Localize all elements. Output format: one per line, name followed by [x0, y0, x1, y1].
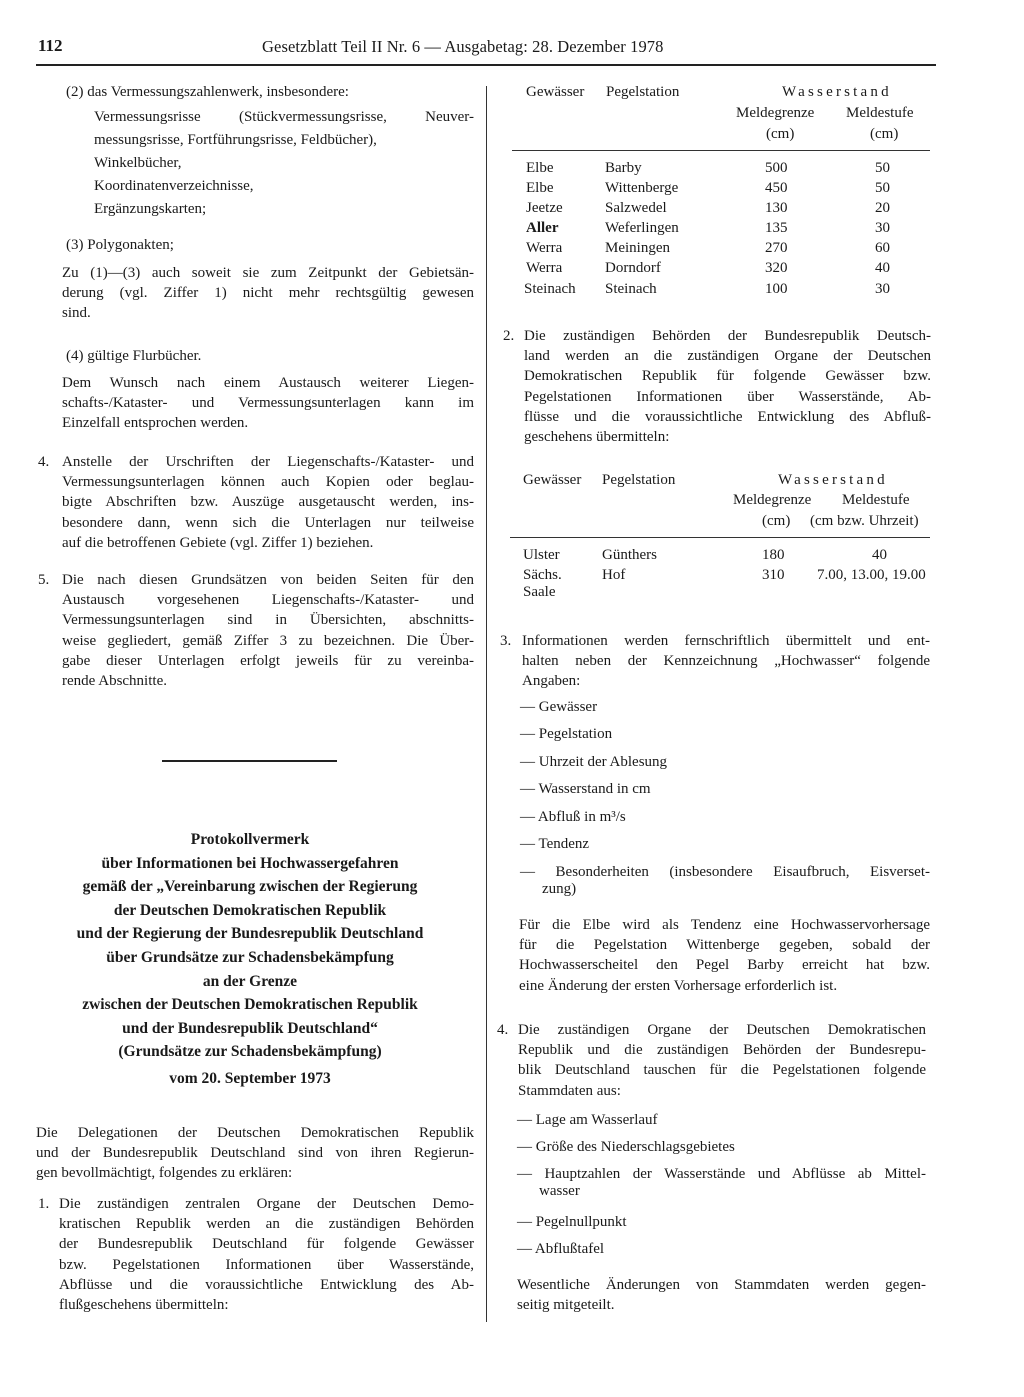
- left-p5: [62, 570, 474, 691]
- para-line: Republik und die zuständigen Behörden der Bundesrepu-: [518, 1042, 926, 1059]
- right-elbe-paragraph: [519, 915, 930, 996]
- para-line: weise gegliedert, gemäß Ziffer 3 zu bezeichnen. Die Über-: [62, 632, 474, 649]
- table1-header-meldestufe: Meldestufe: [846, 105, 914, 121]
- list-item: — Abfluß in m³/s: [520, 809, 626, 825]
- table2-header-pegelstation: Pegelstation: [602, 472, 676, 488]
- right-p2-number: 2.: [503, 328, 515, 344]
- table1-cell: Dorndorf: [605, 260, 661, 276]
- list-item: — Größe des Niederschlagsgebietes: [517, 1139, 735, 1155]
- table1-cell: Steinach: [524, 281, 576, 297]
- title-line: vom 20. September 1973: [169, 1069, 331, 1087]
- para-line: bzw. Pegelstationen Informationen über Wasserstände,: [59, 1256, 474, 1273]
- para-line: Dem Wunsch nach einem Austausch weiterer Liegen-: [62, 375, 474, 391]
- table1-cell: 135: [765, 220, 788, 236]
- para-line: Die zuständigen Behörden der Bundesrepublik Deutsch-: [524, 328, 931, 344]
- para-line: Die nach diesen Grundsätzen von beiden Seiten für den: [62, 572, 474, 588]
- para-line: auf die betroffenen Gebiete (vgl. Ziffer 1) beziehen.: [62, 534, 374, 551]
- table2-cell: Saale: [523, 584, 556, 600]
- list-item: — Tendenz: [520, 836, 590, 852]
- table1-cell: Werra: [526, 260, 563, 276]
- table1-cell: 30: [875, 281, 890, 297]
- item2-line: Vermessungsrisse (Stückvermessungsrisse, Neuver-: [94, 109, 474, 125]
- table2-header-meldegrenze: Meldegrenze: [733, 492, 812, 508]
- title-line: zwischen der Deutschen Demokratischen Republik: [82, 996, 418, 1014]
- table1-cell: Wittenberge: [605, 180, 679, 196]
- table2-header-unit-grenze: (cm): [762, 513, 791, 529]
- item2-line: Ergänzungskarten;: [94, 201, 207, 217]
- para-line: Pegelstationen Informationen über Wasserstände, Ab-: [524, 388, 931, 405]
- list-item-text: — Hauptzahlen der Wasserstände und Abflüsse ab Mittel-: [517, 1166, 926, 1182]
- para-line: Die zuständigen zentralen Organe der Deutschen Demo-: [59, 1196, 474, 1212]
- para-line: halten neben der Kennzeichnung „Hochwasser“ folgende: [522, 653, 930, 670]
- right-p4: [518, 1020, 926, 1101]
- table2-cell: 180: [762, 547, 785, 563]
- left-para-zu: [62, 263, 474, 324]
- para-line: flüsse und die voraussichtliche Entwicklung des Abfluß-: [524, 408, 931, 425]
- list-item: [517, 1166, 926, 1200]
- para-line: gabe dieser Unterlagen erfolgt jeweils für zu vereinba-: [62, 652, 474, 669]
- table1-cell: Steinach: [605, 281, 657, 297]
- para-line: Die zuständigen Organe der Deutschen Demokratischen: [518, 1022, 926, 1038]
- table2-cell: Sächs.: [523, 567, 562, 583]
- table2-cell: Hof: [602, 567, 626, 583]
- left-item-3: (3) Polygonakten;: [66, 237, 174, 253]
- table1-cell: Jeetze: [526, 200, 563, 216]
- para-line: derung (vgl. Ziffer 1) nicht mehr rechtsgültig gewesen: [62, 285, 474, 302]
- list-item: — Pegelnullpunkt: [517, 1214, 627, 1230]
- para-line: für die Pegelstation Wittenberge gegeben, sobald der: [519, 937, 930, 954]
- page-number: 112: [38, 36, 63, 55]
- para-line: kratischen Republik werden an die zuständigen Behörden: [59, 1216, 474, 1233]
- para-line: bigte Abschriften bzw. Auszüge ausgetauscht werden, ins-: [62, 494, 474, 511]
- title-line: der Deutschen Demokratischen Republik: [113, 901, 387, 919]
- table1-header-wasserstand: Wasserstand: [782, 84, 892, 100]
- para-line: Vermessungsunterlagen können auch Kopien oder beglau-: [62, 474, 474, 491]
- right-p4-number: 4.: [497, 1022, 509, 1038]
- para-line: Zu (1)—(3) auch soweit sie zum Zeitpunkt der Gebietsän-: [62, 265, 474, 281]
- item2-line: messungsrisse, Fortführungsrisse, Feldbücher),: [94, 132, 377, 148]
- list-item: — Pegelstation: [520, 726, 613, 742]
- table2-header-meldestufe: Meldestufe: [842, 492, 910, 508]
- table1-cell: 40: [875, 260, 890, 276]
- table2-header-wasserstand: Wasserstand: [778, 472, 888, 488]
- list-item-continuation: wasser: [539, 1183, 580, 1199]
- table2-cell: 310: [762, 567, 785, 583]
- para-line: rende Abschnitte.: [62, 673, 167, 690]
- para-line: Angaben:: [522, 673, 581, 690]
- title-line: an der Grenze: [202, 972, 298, 990]
- para-line: Austausch vorgesehenen Liegenschafts-/Kataster- und: [62, 592, 474, 609]
- table1-cell: Salzwedel: [605, 200, 667, 216]
- table1-cell: 130: [765, 200, 788, 216]
- table1-cell: 500: [765, 160, 788, 176]
- table1-cell: 270: [765, 240, 788, 256]
- para-line: seitig mitgeteilt.: [517, 1297, 615, 1314]
- right-p2: [524, 326, 931, 447]
- list-item-continuation: zung): [542, 881, 577, 897]
- title-line: und der Regierung der Bundesrepublik Deutschland: [76, 925, 424, 943]
- list-item: — Abflußtafel: [517, 1241, 605, 1257]
- table2-cell: 7.00, 13.00, 19.00: [817, 567, 926, 583]
- para-line: geschehens übermitteln:: [524, 429, 670, 446]
- table1-header-unit-stufe: (cm): [870, 126, 899, 142]
- left-item-2-body: [94, 106, 474, 221]
- para-line: Für die Elbe wird als Tendenz eine Hochwasservorhersage: [519, 917, 930, 933]
- table1-cell: 20: [875, 200, 890, 216]
- left-p1: [59, 1194, 474, 1315]
- list-item: [520, 864, 930, 898]
- table1-cell: Weferlingen: [605, 220, 679, 236]
- right-p3-number: 3.: [500, 633, 512, 649]
- section-separator-rule: [162, 760, 337, 762]
- para-line: Informationen werden fernschriftlich übermittelt und ent-: [522, 633, 930, 649]
- title-line: und der Bundesrepublik Deutschland“: [122, 1019, 378, 1037]
- left-item-2: [66, 82, 474, 102]
- table1-header-unit-grenze: (cm): [766, 126, 795, 142]
- para-line: schafts-/Kataster- und Vermessungsunterlagen kann im: [62, 395, 474, 412]
- table1-cell: Werra: [526, 240, 563, 256]
- table2-header-unit-stufe: (cm bzw. Uhrzeit): [810, 513, 919, 529]
- table1-header-rule: [512, 150, 930, 151]
- table1-header-gewaesser: Gewässer: [526, 84, 585, 100]
- item2-line: (2) das Vermessungszahlenwerk, insbesondere:: [66, 84, 349, 100]
- table1-header-meldegrenze: Meldegrenze: [736, 105, 815, 121]
- intro-paragraph: [36, 1123, 474, 1184]
- list-item-text: — Besonderheiten (insbesondere Eisaufbruch, Eisverset-: [520, 864, 930, 880]
- table1-cell: Barby: [605, 160, 642, 176]
- left-p4: [62, 452, 474, 553]
- left-p4-number: 4.: [38, 454, 50, 470]
- para-line: Einzelfall entsprochen werden.: [62, 415, 249, 432]
- list-item: — Lage am Wasserlauf: [517, 1112, 658, 1128]
- para-line: eine Änderung der ersten Vorhersage erforderlich ist.: [519, 977, 838, 994]
- para-line: Anstelle der Urschriften der Liegenschafts-/Kataster- und: [62, 454, 474, 470]
- left-para-wunsch: [62, 373, 474, 434]
- table2-cell: 40: [872, 547, 887, 563]
- list-item: — Gewässer: [520, 699, 598, 715]
- title-line: über Informationen bei Hochwassergefahren: [101, 854, 399, 872]
- title-line: über Grundsätze zur Schadensbekämpfung: [106, 948, 394, 966]
- para-line: besondere dann, wenn sich die Unterlagen nur teilweise: [62, 514, 474, 531]
- table1-cell: 60: [875, 240, 890, 256]
- table1-cell: 30: [875, 220, 890, 236]
- table1-cell: Meiningen: [605, 240, 670, 256]
- para-line: gen bevollmächtigt, folgendes zu erklären:: [36, 1165, 293, 1182]
- para-line: flußgeschehens übermitteln:: [59, 1297, 229, 1314]
- title-line: gemäß der „Vereinbarung zwischen der Regierung: [82, 878, 418, 896]
- list-item: — Uhrzeit der Ablesung: [520, 754, 668, 770]
- table2-header-gewaesser: Gewässer: [523, 472, 582, 488]
- table1-cell: Elbe: [526, 180, 554, 196]
- page-header-title: Gesetzblatt Teil II Nr. 6 — Ausgabetag: 28. Dezember 1978: [262, 37, 664, 56]
- para-line: und der Bundesrepublik Deutschland sind von ihren Regierun-: [36, 1145, 474, 1162]
- left-p5-number: 5.: [38, 572, 50, 588]
- list-item: — Wasserstand in cm: [520, 781, 651, 797]
- title-line: (Grundsätze zur Schadensbekämpfung): [118, 1043, 382, 1061]
- table1-cell: Elbe: [526, 160, 554, 176]
- para-line: Demokratischen Republik für folgende Gewässer bzw.: [524, 368, 931, 385]
- table2-header-rule: [510, 537, 930, 538]
- table1-header-pegelstation: Pegelstation: [606, 84, 680, 100]
- para-line: der Bundesrepublik Deutschland für folgende Gewässer: [59, 1236, 474, 1253]
- para-line: blik Deutschland tauschen für die Pegelstationen folgende: [518, 1062, 926, 1079]
- para-line: Vermessungsunterlagen sind in Übersichten, abschnitts-: [62, 612, 474, 629]
- left-p1-number: 1.: [38, 1196, 50, 1212]
- table2-cell: Ulster: [523, 547, 560, 563]
- table1-cell: Aller: [526, 220, 559, 236]
- para-line: land werden an die zuständigen Organe der Deutschen: [524, 348, 931, 365]
- right-closing-paragraph: [517, 1275, 926, 1315]
- table2-cell: Günthers: [602, 547, 657, 563]
- table1-cell: 50: [875, 180, 890, 196]
- table1-cell: 50: [875, 160, 890, 176]
- para-line: Stammdaten aus:: [518, 1082, 621, 1099]
- table1-cell: 450: [765, 180, 788, 196]
- table1-cell: 100: [765, 281, 788, 297]
- item2-line: Winkelbücher,: [94, 155, 182, 171]
- table1-cell: 320: [765, 260, 788, 276]
- para-line: Die Delegationen der Deutschen Demokratischen Republik: [36, 1125, 474, 1141]
- right-p3: [522, 631, 930, 692]
- header-rule: [36, 64, 936, 66]
- para-line: Wesentliche Änderungen von Stammdaten werden gegen-: [517, 1277, 926, 1293]
- para-line: Abflüsse und die voraussichtliche Entwicklung des Ab-: [59, 1276, 474, 1293]
- title-line: Protokollvermerk: [190, 831, 310, 848]
- para-line: sind.: [62, 305, 91, 322]
- left-item-4-sub: (4) gültige Flurbücher.: [66, 348, 202, 364]
- para-line: Hochwasserscheitel den Pegel Barby erreicht hat bzw.: [519, 957, 930, 974]
- item2-line: Koordinatenverzeichnisse,: [94, 178, 254, 194]
- protokoll-title: [40, 828, 460, 1091]
- column-divider: [486, 86, 487, 1322]
